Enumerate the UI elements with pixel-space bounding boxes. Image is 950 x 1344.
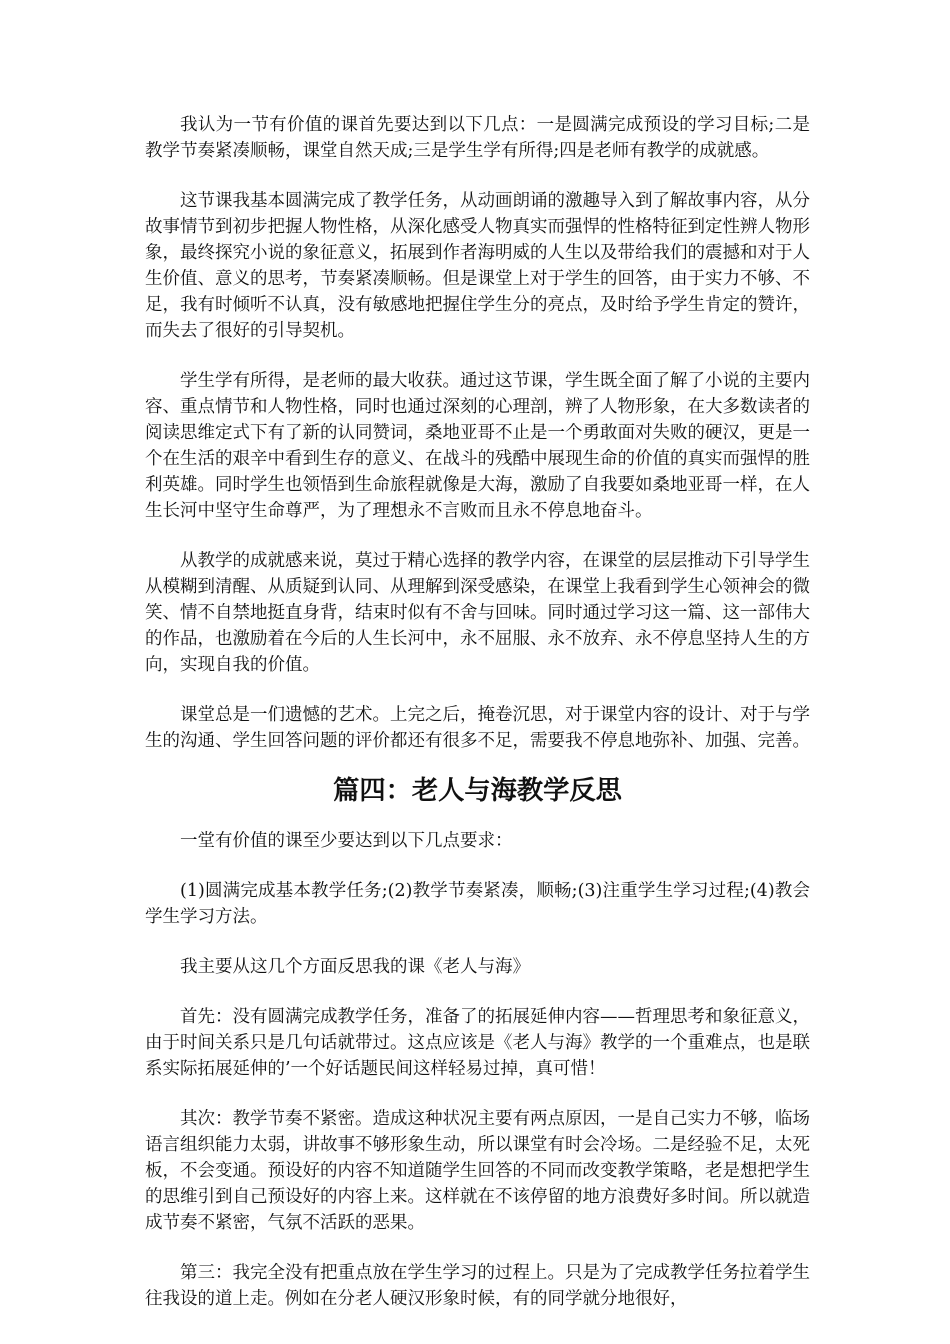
paragraph-lesson-criteria: 我认为一节有价值的课首先要达到以下几点：一是圆满完成预设的学习目标;二是教学节奏紧凑顺畅，课堂自然天成;三是学生学有所得;四是老师有教学的成就感。 — [145, 115, 810, 161]
paragraph-student-gains: 学生学有所得，是老师的最大收获。通过这节课，学生既全面了解了小说的主要内容、重点情节和人物性格，同时也通过深刻的心理剖，辨了人物形象，在大多数读者的阅读思维定式下有了新的认同赞词，桑地亚哥不止是一个勇敢面对失败的硬汉，更是一个在生活的艰辛中看到生存的意义、在战斗的残酷中展现生命的价值的真实而强悍的胜利英雄。同时学生也领悟到生命旅程就像是大海，激励了自我要如桑地亚哥一样，在人生长河中坚守生命尊严，为了理想永不言败而且永不停息地奋斗。 — [145, 371, 810, 521]
paragraph-second-point: 其次：教学节奏不紧密。造成这种状况主要有两点原因，一是自己实力不够，临场语言组织能力太弱，讲故事不够形象生动，所以课堂有时会冷场。二是经验不足，太死板，不会变通。预设好的内容不知道随学生回答的不同而改变教学策略，老是想把学生的思维引到自己预设好的内容上来。这样就在不该停留的地方浪费好多时间。所以就造成节奏不紧密，气氛不活跃的恶果。 — [145, 1109, 810, 1233]
section-title: 篇四：老人与海教学反思 — [333, 775, 622, 806]
paragraph-regret: 课堂总是一们遗憾的艺术。上完之后，掩卷沉思，对于课堂内容的设计、对于与学生的沟通、学生回答问题的评价都还有很多不足，需要我不停息地弥补、加强、完善。 — [145, 705, 810, 751]
paragraph-reflection-intro: 我主要从这几个方面反思我的课《老人与海》 — [180, 957, 530, 977]
paragraph-achievement: 从教学的成就感来说，莫过于精心选择的教学内容，在课堂的层层推动下引导学生从模糊到清醒、从质疑到认同、从理解到深受感染，在课堂上我看到学生心领神会的微笑、情不自禁地挺直身背，结束时似有不舍与回味。同时通过学习这一篇、这一部伟大的作品，也激励着在今后的人生长河中，永不屈服、永不放弃、永不停息坚持人生的方向，实现自我的价值。 — [145, 551, 810, 675]
paragraph-first-point: 首先：没有圆满完成教学任务，准备了的拓展延伸内容——哲理思考和象征意义，由于时间关系只是几句话就带过。这点应该是《老人与海》教学的一个重难点，也是联系实际拓展延伸的’一个好话题民间这样轻易过掉，真可惜！ — [145, 1007, 810, 1079]
paragraph-requirements-list: (1)圆满完成基本教学任务;(2)教学节奏紧凑，顺畅;(3)注重学生学习过程;(4)教会学生学习方法。 — [145, 881, 810, 927]
paragraph-third-point: 第三：我完全没有把重点放在学生学习的过程上。只是为了完成教学任务拉着学生往我设的道上走。例如在分老人硬汉形象时候，有的同学就分地很好， — [145, 1263, 810, 1309]
document-page — [145, 112, 810, 1336]
paragraph-task-completion: 这节课我基本圆满完成了教学任务，从动画朗诵的激趣导入到了解故事内容，从分故事情节到初步把握人物性格，从深化感受人物真实而强悍的性格特征到定性辨人物形象，最终探究小说的象征意义，拓展到作者海明威的人生以及带给我们的震撼和对于人生价值、意义的思考，节奏紧凑顺畅。但是课堂上对于学生的回答，由于实力不够、不足，我有时倾听不认真，没有敏感地把握住学生分的亮点，及时给予学生肯定的赞许，而失去了很好的引导契机。 — [145, 191, 810, 341]
paragraph-requirements-intro: 一堂有价值的课至少要达到以下几点要求： — [180, 831, 513, 851]
